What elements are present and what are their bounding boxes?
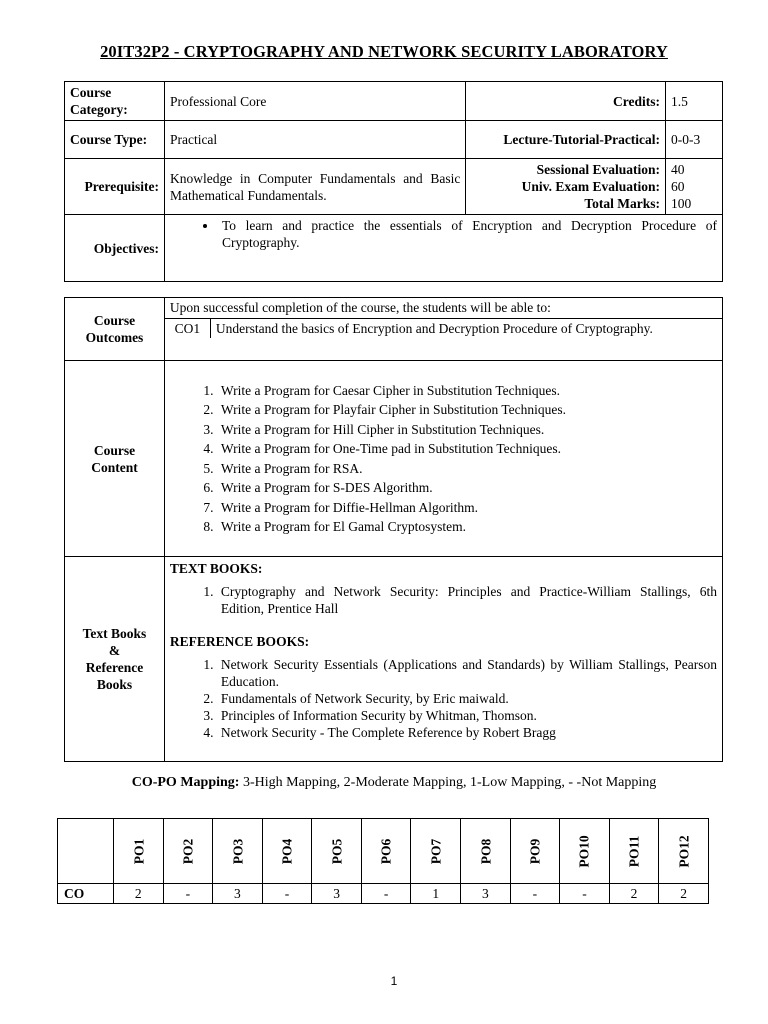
content-item: 4. Write a Program for One-Time pad in Substitution Techniques. [217,439,717,459]
evaluation-labels [466,159,666,215]
reference-books-list [170,656,717,741]
total-value: 100 [671,196,692,211]
objectives-cell [164,215,722,282]
co-row-label: CO [58,884,114,904]
reference-books-heading: REFERENCE BOOKS: [169,634,310,649]
content-item: 1. Write a Program for Caesar Cipher in Substitution Techniques. [217,381,717,401]
po-header [262,819,312,884]
text-books-heading: TEXT BOOKS: [169,561,263,576]
mapping-value: - [163,884,213,904]
po-header [312,819,362,884]
univ-value: 60 [671,179,685,194]
content-item: 6. Write a Program for S-DES Algorithm. [217,478,717,498]
po-header-label: PO6 [378,838,394,864]
text-book-item: 1. Cryptography and Network Security: Principles and Practice-William Stallings, 6th Edition, Prentice Hall [217,583,717,617]
content-item: 5. Write a Program for RSA. [217,459,717,479]
reference-book-item: 2. Fundamentals of Network Security, by Eric maiwald. [217,690,717,707]
po-header [659,819,709,884]
books-label-line: Text Books [82,626,147,641]
co-po-mapping-table [57,818,709,904]
mapping-caption-legend: 3-High Mapping, 2-Moderate Mapping, 1-Low Mapping, - -Not Mapping [239,775,657,790]
mapping-value: - [510,884,560,904]
univ-label: Univ. Exam Evaluation: [521,179,661,194]
po-header-label: PO1 [130,838,146,864]
mapping-value: - [361,884,411,904]
objective-item: • To learn and practice the essentials of Encryption and Decryption Procedure of Cryptography. [218,217,717,251]
outcomes-list [165,319,722,338]
po-header-label: PO2 [180,838,196,864]
total-label: Total Marks: [584,196,661,211]
evaluation-values [666,159,723,215]
po-header-label: PO3 [229,838,245,864]
po-header [113,819,163,884]
mapping-value: 3 [213,884,263,904]
course-outcomes-label: Course Outcomes [65,298,165,361]
reference-book-item: 1. Network Security Essentials (Applications and Standards) by William Stallings, Pearson Education. [217,656,717,690]
course-category-label: Course Category: [65,82,165,121]
mapping-value: 2 [609,884,659,904]
po-header [609,819,659,884]
po-header [461,819,511,884]
course-details-table [64,297,723,762]
po-header [560,819,610,884]
mapping-caption-title: CO-PO Mapping: [131,775,240,790]
books-cell [164,557,722,762]
ltp-label: Lecture-Tutorial-Practical: [466,121,666,159]
course-outcomes-cell [164,298,722,361]
books-label-line: & [108,643,121,658]
mapping-value: 3 [312,884,362,904]
page-number: 1 [390,974,398,988]
po-header-label: PO11 [626,835,642,867]
po-header-label: PO9 [527,838,543,864]
po-header-label: PO12 [676,834,692,868]
po-header-label: PO4 [279,838,295,864]
po-header-label: PO10 [576,834,592,868]
books-label-line: Reference [85,660,144,675]
outcome-text: Understand the basics of Encryption and Decryption Procedure of Cryptography. [215,321,653,336]
mapping-value: 3 [461,884,511,904]
document-title: 20IT32P2 - CRYPTOGRAPHY AND NETWORK SECURITY LABORATORY [100,42,668,61]
prerequisite-label: Prerequisite: [65,159,165,215]
content-item: 7. Write a Program for Diffie-Hellman Algorithm. [217,498,717,518]
reference-book-item: 4. Network Security - The Complete Reference by Robert Bragg [217,724,717,741]
course-type-value: Practical [164,121,465,159]
prerequisite-value: Knowledge in Computer Fundamentals and Basic Mathematical Fundamentals. [164,159,465,215]
course-content-cell [164,361,722,557]
course-info-table [64,81,723,282]
reference-book-item: 3. Principles of Information Security by Whitman, Thomson. [217,707,717,724]
po-header [163,819,213,884]
credits-value: 1.5 [666,82,723,121]
po-header [361,819,411,884]
credits-label: Credits: [466,82,666,121]
outcome-code: CO1 [165,319,211,338]
content-item: 2. Write a Program for Playfair Cipher in Substitution Techniques. [217,400,717,420]
po-header [213,819,263,884]
mapping-value: - [262,884,312,904]
mapping-value: 2 [659,884,709,904]
course-category-value: Professional Core [164,82,465,121]
text-books-list [170,583,717,617]
mapping-corner-cell [58,819,114,884]
sessional-label: Sessional Evaluation: [536,162,661,177]
mapping-value: 1 [411,884,461,904]
po-header [510,819,560,884]
mapping-value: - [560,884,610,904]
po-header-label: PO5 [329,838,345,864]
mapping-caption [0,775,768,791]
po-header-label: PO8 [477,838,493,864]
books-label-line: Books [96,677,133,692]
objectives-label: Objectives: [65,215,165,282]
ltp-value: 0-0-3 [666,121,723,159]
outcomes-intro: Upon successful completion of the course, the students will be able to: [165,298,722,319]
books-label [65,557,165,762]
mapping-value: 2 [113,884,163,904]
content-item: 3. Write a Program for Hill Cipher in Substitution Techniques. [217,420,717,440]
course-type-label: Course Type: [65,121,165,159]
content-item: 8. Write a Program for El Gamal Cryptosystem. [217,517,717,537]
course-content-label: Course Content [65,361,165,557]
course-content-list [170,381,717,537]
sessional-value: 40 [671,162,685,177]
po-header [411,819,461,884]
po-header-label: PO7 [428,838,444,864]
